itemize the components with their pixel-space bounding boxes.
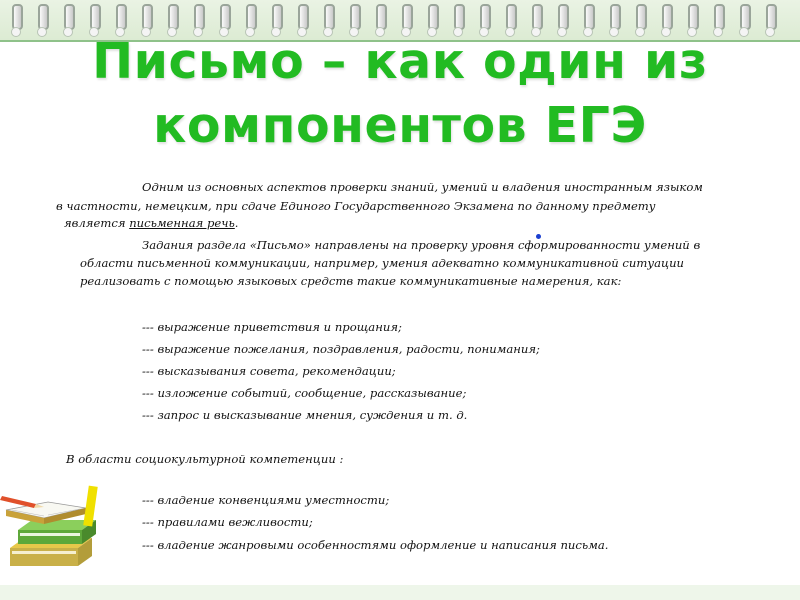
list-item: --- высказывания совета, рекомендации;	[142, 364, 396, 378]
spiral-ring-icon	[766, 4, 777, 30]
spiral-ring-icon	[142, 4, 153, 30]
paragraph-intro-line-3	[64, 215, 238, 232]
spiral-ring-icon	[454, 4, 465, 30]
text-suffix: .	[234, 216, 239, 230]
text-prefix: является	[64, 216, 130, 230]
paragraph-intro-line-1: Одним из основных аспектов проверки знаний, умений и владения иностранным языком	[142, 180, 703, 194]
spiral-ring-icon	[12, 4, 23, 30]
spiral-ring-icon	[220, 4, 231, 30]
paragraph-tasks-line-2: области письменной коммуникации, например, умения адекватно коммуникативной ситуации	[80, 256, 685, 270]
section-heading: В области социокультурной компетенции :	[66, 452, 344, 466]
title-line-2: компонентов ЕГЭ	[153, 97, 647, 154]
spiral-ring-icon	[480, 4, 491, 30]
list-item: --- запрос и высказывание мнения, суждения и т. д.	[142, 408, 468, 422]
spiral-ring-icon	[272, 4, 283, 30]
list-item: --- выражение приветствия и прощания;	[142, 320, 402, 334]
paragraph-tasks-line-1: Задания раздела «Письмо» направлены на проверку уровня сформированности умений в	[142, 238, 701, 252]
stacked-books-icon	[0, 478, 110, 578]
spiral-ring-icon	[298, 4, 309, 30]
paragraph-tasks-line-3: реализовать с помощью языковых средств такие коммуникативные намерения, как:	[80, 274, 622, 288]
spiral-ring-icon	[662, 4, 673, 30]
spiral-ring-icon	[246, 4, 257, 30]
spiral-ring-icon	[428, 4, 439, 30]
spiral-ring-icon	[38, 4, 49, 30]
title-line-1: Письмо – как один из	[92, 33, 708, 90]
spiral-ring-icon	[506, 4, 517, 30]
spiral-ring-icon	[584, 4, 595, 30]
spiral-ring-icon	[610, 4, 621, 30]
paragraph-intro-line-2: в частности, немецким, при сдаче Единого Государственного Экзамена по данному предмету	[56, 199, 656, 213]
spiral-ring-icon	[116, 4, 127, 30]
spiral-ring-icon	[376, 4, 387, 30]
spiral-ring-icon	[350, 4, 361, 30]
spiral-ring-icon	[558, 4, 569, 30]
underlined-term: письменная речь	[129, 216, 235, 230]
spiral-ring-icon	[194, 4, 205, 30]
spiral-ring-icon	[90, 4, 101, 30]
spiral-ring-icon	[532, 4, 543, 30]
spiral-ring-icon	[402, 4, 413, 30]
list-item: --- владение жанровыми особенностями оформление и написания письма.	[142, 538, 609, 552]
spiral-ring-icon	[324, 4, 335, 30]
spiral-ring-icon	[168, 4, 179, 30]
spiral-ring-icon	[714, 4, 725, 30]
spiral-ring-icon	[636, 4, 647, 30]
spiral-ring-icon	[688, 4, 699, 30]
spiral-ring-icon	[64, 4, 75, 30]
footer-bar	[0, 585, 800, 600]
list-item: --- владение конвенциями уместности;	[142, 493, 390, 507]
page-title	[0, 30, 800, 158]
list-item: --- изложение событий, сообщение, рассказывание;	[142, 386, 467, 400]
list-item: --- выражение пожелания, поздравления, радости, понимания;	[142, 342, 540, 356]
list-item: --- правилами вежливости;	[142, 515, 313, 529]
spiral-ring-icon	[740, 4, 751, 30]
